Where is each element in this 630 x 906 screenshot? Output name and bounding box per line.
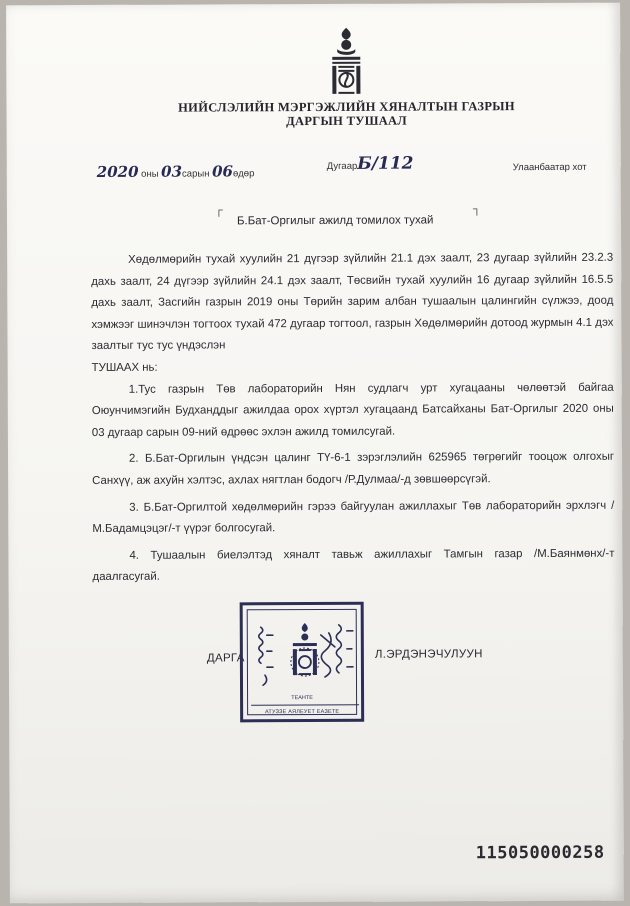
preamble-paragraph: Хөдөлмөрийн тухай хуулийн 21 дүгээр зүйлийн 21.1 дэх заалт, 23 дугаар зүйлийн 23.2.3 дахь заалт, 24 дүгээр зүйлийн 24.1 дэх заалт, Төсвийн тухай хуулийн 16 дугаар зүйлийн 16.5.5 дахь заалт, Засгийн газрын 2019 оны Төрийн зарим албан тушаалын цалингийн сүлжээ, доод хэмжээг шинэчлэн тогтоох тухай 472 дугаар тогтоол, газрын Хөдөлмөрийн дотоод журмын 4.1 дэх заалтыг тус тус үндэслэн	[91, 251, 614, 353]
state-emblem-icon	[326, 26, 366, 96]
day-suffix: өдөр	[232, 168, 255, 180]
document-type: ДАРГЫН ТУШААЛ	[286, 113, 408, 129]
order-subject: Б.Бат-Оргилыг ажилд томилох тухай	[236, 214, 434, 228]
order-label: Дугаар	[326, 160, 358, 172]
corner-mark-left-icon: ┌	[214, 204, 223, 217]
day-value: 06	[212, 162, 233, 181]
signer-name: Л.ЭРДЭНЭЧУЛУУН	[374, 648, 483, 661]
year-value: 2020	[96, 162, 139, 181]
stamp-seal-icon	[243, 605, 368, 726]
order-number: Б/112	[357, 153, 414, 174]
order-number-line	[327, 154, 414, 174]
month-suffix: сарын	[182, 168, 210, 180]
order-item: 1.Тус газрын Төв лабораторийн Нян судлагч урт хугацааны чөлөөтэй байгаа Оюунчимэгийн Будханддыг ажилдаа орох хүртэл хугацаанд Батсайханы Бат-Оргилыг 2020 оны 03 дугаар сарын 09-ний өдрөөс эхлэн ажилд томилсугай.	[91, 381, 614, 439]
order-item: 3. Б.Бат-Оргилтой хөдөлмөрийн гэрээ байгуулан ажиллахыг Төв лабораторийн эрхлэгч /М.Бадамцэцэг/-т үүрэг болгосугай.	[92, 499, 615, 536]
signer-title: ДАРГА	[206, 652, 245, 665]
official-stamp	[240, 602, 365, 723]
city-label: Улаанбаатар хот	[512, 161, 587, 174]
document-page	[6, 3, 624, 904]
order-item: 2. Б.Бат-Оргилын үндсэн цалинг ТҮ-6-1 зэрэглэлийн 625965 төгрөгийг тооцож олгохыг Санхүү, аж ахуйн хэлтэс, ахлах нягтлан бодогч /Р.Дулмаа/-д зөвшөөрсүгэй.	[92, 451, 615, 487]
order-word: ТУШААХ нь:	[91, 361, 158, 374]
month-value: 03	[161, 162, 183, 181]
date-line	[97, 162, 255, 181]
order-item: 4. Тушаалын биелэлтэд хяналт тавьж ажиллахыг Тамгын газар /М.Баянмөнх/-т даалгасугай.	[92, 547, 615, 584]
stamp-bottom-text: АТУЗЗЕ АЯЛЕУЕТ ЕАЗЕТЕ	[264, 708, 340, 716]
document-serial-number: 115050000258	[475, 842, 605, 864]
stamp-center-text: ТЕАНТЕ	[291, 695, 313, 702]
year-suffix: оны	[141, 168, 159, 180]
corner-mark-right-icon: ┐	[472, 203, 481, 216]
organization-name: НИЙСЛЭЛИЙН МЭРГЭЖЛИЙН ХЯНАЛТЫН ГАЗРЫН	[178, 99, 515, 115]
order-body	[91, 248, 614, 589]
